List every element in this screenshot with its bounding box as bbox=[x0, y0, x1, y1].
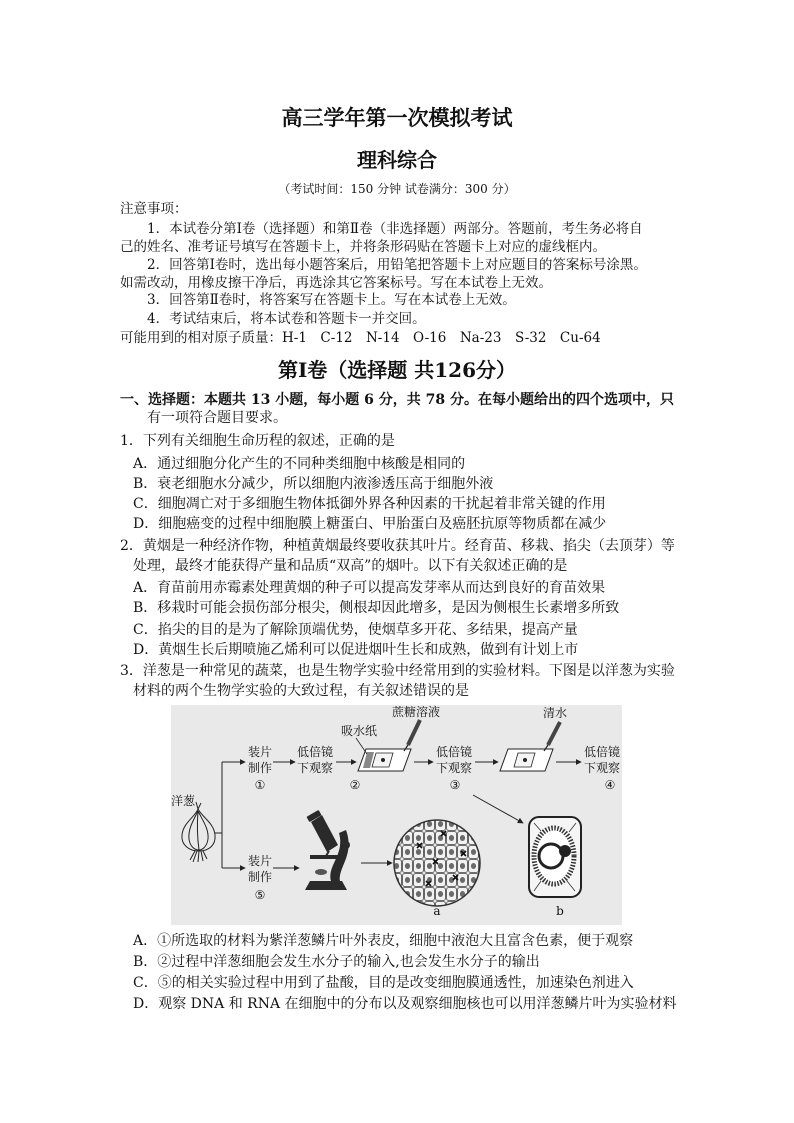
notice-line: 2．回答第Ⅰ卷时，选出每小题答案后，用铅笔把答题卡上对应题目的答案标号涂黑。 bbox=[147, 257, 647, 273]
question-1-option-d: D．细胞癌变的过程中细胞膜上糖蛋白、甲胎蛋白及癌胚抗原等物质都在减少 bbox=[133, 516, 607, 532]
prep-step-1-label: 制作 bbox=[248, 761, 273, 775]
section-instruction: 有一项符合题目要求。 bbox=[147, 410, 287, 426]
notice-line: 3．回答第Ⅱ卷时，将答案写在答题卡上。写在本试卷上无效。 bbox=[147, 292, 516, 308]
notice-line: 己的姓名、准考证号填写在答题卡上，并将条形码贴在答题卡上对应的虚线框内。 bbox=[120, 239, 606, 255]
question-3-stem: 3．洋葱是一种常见的蔬菜，也是生物学实验中经常用到的实验材料。下图是以洋葱为实验 bbox=[120, 663, 675, 679]
plasmolysed-cell-panel bbox=[529, 817, 581, 897]
sucrose-solution-label: 蔗糖溶液 bbox=[392, 705, 441, 719]
exam-title: 高三学年第一次模拟考试 bbox=[281, 105, 513, 130]
notice-line: 4．考试结束后，将本试卷和答题卡一并交回。 bbox=[147, 311, 426, 327]
notice-line: 1．本试卷分第Ⅰ卷（选择题）和第Ⅱ卷（非选择题）两部分。答题前，考生务必将自 bbox=[147, 221, 643, 237]
prep-step-2-label: 制作 bbox=[248, 870, 273, 884]
panel-a-label: a bbox=[433, 904, 441, 918]
question-2-option-c: C．掐尖的目的是为了解除顶端优势，使烟草多开花、多结果，提高产量 bbox=[133, 622, 578, 638]
question-2-stem: 处理，最终才能获得产量和品质“双高”的烟叶。以下有关叙述正确的是 bbox=[133, 558, 568, 574]
section-instruction: 一、选择题：本题共 13 小题，每小题 6 分，共 78 分。在每小题给出的四个选项中，只 bbox=[120, 392, 674, 408]
observe-step-3-label: 下观察 bbox=[584, 761, 621, 775]
step-number: ⑤ bbox=[254, 888, 266, 902]
question-1-stem: 1．下列有关细胞生命历程的叙述，正确的是 bbox=[120, 433, 395, 449]
water-slide-icon bbox=[500, 749, 553, 771]
observe-step-2-label: 下观察 bbox=[436, 761, 473, 775]
question-1-option-b: B．衰老细胞水分减少，所以细胞内液渗透压高于细胞外液 bbox=[133, 476, 494, 492]
question-2-stem: 2．黄烟是一种经济作物，种植黄烟最终要收获其叶片。经育苗、移栽、掐尖（去顶芽）等 bbox=[120, 538, 675, 554]
onion-label: 洋葱 bbox=[171, 794, 196, 808]
question-3-option-d: D．观察 DNA 和 RNA 在细胞中的分布以及观察细胞核也可以用洋葱鳞片叶为实验材料 bbox=[133, 996, 677, 1012]
onion-experiment-figure bbox=[171, 705, 622, 925]
step-number: ② bbox=[349, 778, 361, 792]
observe-step-1-label: 下观察 bbox=[297, 761, 334, 775]
water-label: 清水 bbox=[543, 706, 568, 720]
question-2-option-a: A．育苗前用赤霉素处理黄烟的种子可以提高发芽率从而达到良好的育苗效果 bbox=[133, 580, 606, 596]
observe-step-2-label: 低倍镜 bbox=[436, 745, 473, 759]
dropper-icon bbox=[404, 720, 420, 751]
sucrose-slide-icon bbox=[356, 738, 411, 771]
prep-step-2-label: 装片 bbox=[248, 854, 273, 868]
figure-svg bbox=[171, 705, 622, 925]
question-1-option-a: A．通过细胞分化产生的不同种类细胞中核酸是相同的 bbox=[133, 456, 466, 472]
exam-subject: 理科综合 bbox=[357, 148, 437, 172]
question-3-option-c: C．⑤的相关实验过程中用到了盐酸，目的是改变细胞膜通透性，加速染色剂进入 bbox=[133, 975, 634, 991]
exam-info: （考试时间：150 分钟 试卷满分：300 分） bbox=[278, 182, 516, 196]
dropper-icon bbox=[544, 722, 560, 751]
microscope-icon bbox=[305, 810, 350, 890]
step-number: ③ bbox=[449, 778, 461, 792]
observe-step-1-label: 低倍镜 bbox=[297, 745, 334, 759]
step-number: ④ bbox=[604, 778, 616, 792]
atomic-masses: 可能用到的相对原子质量：H-1 C-12 N-14 O-16 Na-23 S-32 Cu-64 bbox=[120, 330, 601, 346]
notice-line: 如需改动，用橡皮擦干净后，再选涂其它答案标号。写在本试卷上无效。 bbox=[120, 275, 552, 291]
question-3-option-a: A．①所选取的材料为紫洋葱鳞片叶外表皮，细胞中液泡大且富含色素，便于观察 bbox=[133, 933, 634, 949]
question-1-option-c: C．细胞凋亡对于多细胞生物体抵御外界各种因素的干扰起着非常关键的作用 bbox=[133, 496, 606, 512]
root-tip-cells-panel bbox=[393, 819, 483, 909]
step-number: ① bbox=[254, 778, 266, 792]
question-2-option-d: D．黄烟生长后期喷施乙烯利可以促进烟叶生长和成熟，做到有计划上市 bbox=[133, 642, 579, 658]
question-3-stem: 材料的两个生物学实验的大致过程，有关叙述错误的是 bbox=[133, 683, 469, 699]
observe-step-3-label: 低倍镜 bbox=[584, 745, 621, 759]
prep-step-1-label: 装片 bbox=[248, 745, 273, 759]
section-heading: 第Ⅰ卷（选择题 共126分） bbox=[277, 358, 517, 382]
question-2-option-b: B．移栽时可能会损伤部分根尖，侧根却因此增多，是因为侧根生长素增多所致 bbox=[133, 600, 620, 616]
question-3-option-b: B．②过程中洋葱细胞会发生水分子的输入,也会发生水分子的输出 bbox=[133, 954, 540, 970]
panel-b-label: b bbox=[556, 904, 564, 918]
notice-heading: 注意事项： bbox=[120, 201, 188, 217]
arrow bbox=[473, 795, 523, 823]
absorbent-paper-label: 吸水纸 bbox=[341, 724, 378, 738]
onion-icon bbox=[182, 802, 215, 862]
